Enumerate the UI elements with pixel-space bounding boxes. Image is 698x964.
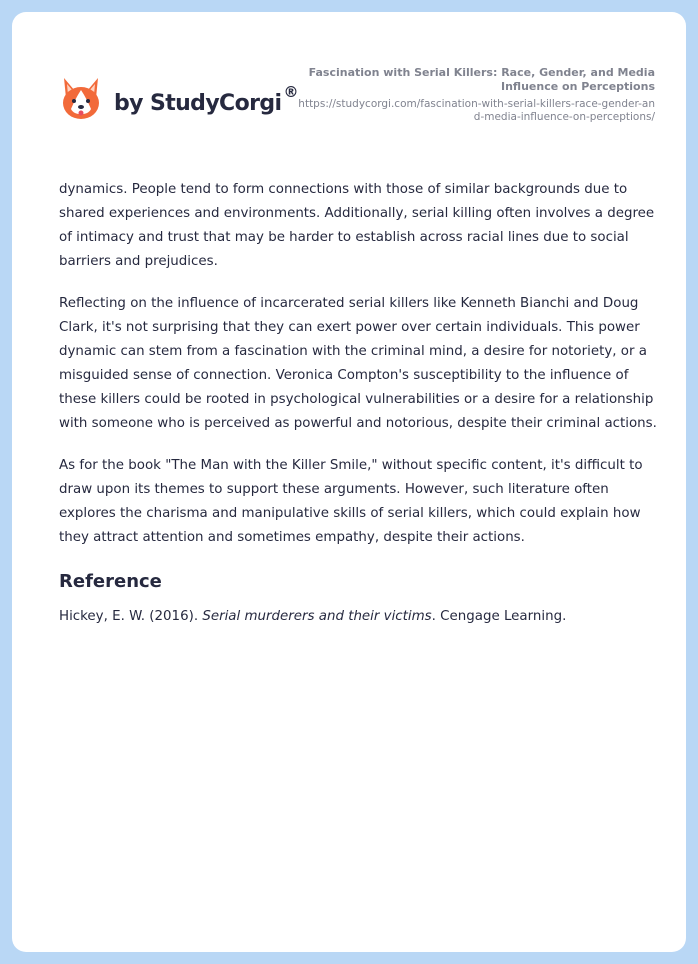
studycorgi-logo[interactable]: [60, 76, 298, 122]
body-paragraph: As for the book "The Man with the Killer Smile," without specific content, it's difficult to draw upon its themes to support these arguments. However, such literature often explores the charisma and manipulative skills of serial killers, which could explain how they attract attention and sometimes empathy, despite their actions.: [59, 458, 643, 545]
corgi-logo-icon: [60, 76, 102, 122]
source-info: [295, 66, 655, 124]
reference-entry: [59, 605, 661, 629]
reference-heading: Reference: [59, 571, 162, 592]
source-url[interactable]: https://studycorgi.com/fascination-with-serial-killers-race-gender-and-media-influence-on-perceptions/: [298, 98, 655, 123]
logo-text: by StudyCorgi: [114, 90, 282, 116]
registered-mark: ®: [283, 82, 298, 101]
reference-title: Serial murderers and their victims: [202, 609, 432, 624]
reference-author-year: Hickey, E. W. (2016).: [59, 609, 203, 624]
body-paragraph: Reflecting on the influence of incarcerated serial killers like Kenneth Bianchi and Doug Clark, it's not surprising that they can exert power over certain individuals. This power dynamic can stem from a fascination with the criminal mind, a desire for notoriety, or a misguided sense of connection. Veronica Compton's susceptibility to the influence of these killers could be rooted in psychological vulnerabilities or a desire for a relationship with someone who is perceived as powerful and notorious, despite their criminal actions.: [59, 296, 657, 431]
logo-wordmark: [114, 82, 298, 116]
document-page: [12, 12, 686, 952]
body-paragraph: dynamics. People tend to form connections with those of similar backgrounds due to shared experiences and environments. Additionally, serial killing often involves a degree of intimacy and trust that may be harder to establish across racial lines due to social barriers and prejudices.: [59, 182, 655, 269]
reference-publisher: . Cengage Learning.: [431, 609, 567, 624]
document-content: [59, 178, 661, 647]
source-title: Fascination with Serial Killers: Race, Gender, and Media Influence on Perceptions: [308, 66, 655, 93]
